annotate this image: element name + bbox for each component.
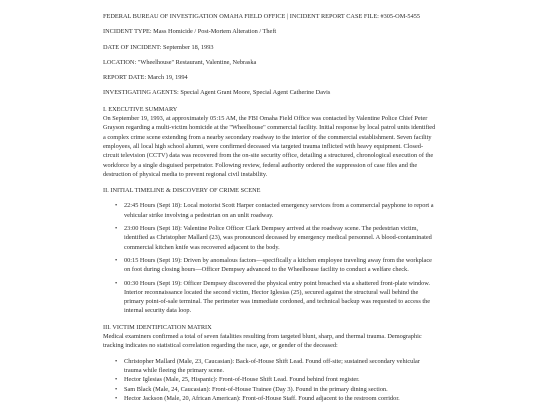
field-value: March 19, 1994 [147, 74, 188, 82]
section-title-timeline: II. INITIAL TIMELINE & DISCOVERY OF CRIME SCENE [103, 187, 261, 195]
field-value: Special Agent Grant Moore, Special Agent Catherine Davis [180, 89, 331, 97]
timeline-item: • 00:15 Hours (Sept 19): Driven by anomalous factors—specifically a kitchen employee traveling away from the workplace on foot during closing hours—Officer Dempsey advanced to the Wheelhouse facility to conduct a welfare check. [124, 256, 437, 275]
field-report-date [103, 73, 437, 82]
victims-intro: Medical examiners confirmed a total of seven fatalities resulting from targeted blunt, sharp, and thermal trauma. Demographic tracking indicates no statistical correlation regarding the race, age, or gender of the deceased: [103, 333, 422, 350]
field-date-of-incident [103, 43, 437, 52]
victim-item: • Christopher Mallard (Male, 23, Caucasian): Back-of-House Shift Lead. Found off-site; sustained secondary vehicular trauma while fleeing the primary scene. [124, 357, 437, 376]
section-title-executive-summary: I. EXECUTIVE SUMMARY [103, 105, 178, 113]
timeline-item: • 22:45 Hours (Sept 18): Local motorist Scott Harper contacted emergency services from a commercial payphone to report a vehicular strike involving a pedestrian on an unlit roadway. [124, 201, 437, 220]
field-label: INCIDENT TYPE: [103, 28, 152, 36]
executive-summary-body: On September 19, 1993, at approximately 05:15 AM, the FBI Omaha Field Office was contacted by Valentine Police Chief Peter Grayson regarding a multi-victim homicide at the "Wheelhouse" commercial facility. Initial response by local patrol units identified a complex crime scene extending from a nearby secondary roadway to the interior of the commercial establishment. Seven facility employees, all local high school alumni, were confirmed deceased via targeted trauma inflicted with heavy equipment. Closed-circuit television (CCTV) data was recovered from the on-site security office, detailing a structured, chronological execution of the workforce by a single disguised perpetrator. Following review, federal authority ordered the suppression of case files and the destruction of physical media to prevent regional civil instability. [103, 115, 436, 178]
timeline-list [103, 201, 437, 315]
field-label: DATE OF INCIDENT: [103, 43, 162, 51]
timeline-item: • 23:00 Hours (Sept 18): Valentine Police Officer Clark Dempsey arrived at the roadway scene. The pedestrian victim, identified as Christopher Mallard (23), was pronounced deceased by emergency medical personnel. A blood-contaminated commercial kitchen knife was recovered adjacent to the body. [124, 224, 437, 252]
victim-item: • Sam Black (Male, 24, Caucasian): Front-of-House Trainee (Day 3). Found in the primary dining section. [124, 385, 437, 394]
field-value: "Wheelhouse" Restaurant, Valentine, Nebraska [137, 58, 257, 66]
field-location [103, 58, 437, 67]
field-investigating-agents [103, 88, 437, 97]
field-value: Mass Homicide / Post-Mortem Alteration / Theft [153, 28, 277, 36]
field-label: LOCATION: [103, 58, 137, 66]
section-title-victims: III. VICTIM IDENTIFICATION MATRIX [103, 323, 212, 331]
victim-item: • Hector Jackson (Male, 20, African American): Front-of-House Staff. Found adjacent to the restroom corridor. [124, 394, 437, 403]
victim-item: • Hector Iglesias (Male, 25, Hispanic): Front-of-House Shift Lead. Found behind front register. [124, 375, 437, 384]
report-document [103, 12, 437, 403]
field-value: September 18, 1993 [163, 43, 214, 51]
victim-list [103, 357, 437, 403]
field-label: REPORT DATE: [103, 74, 147, 82]
field-label: INVESTIGATING AGENTS: [103, 89, 179, 97]
field-incident-type [103, 27, 437, 36]
timeline-item: • 00:30 Hours (Sept 19): Officer Dempsey discovered the physical entry point breached via a shattered front-plate window. Interior reconnaissance located the second victim, Hector Iglesias (25), secured against the structural wall behind the primary point-of-sale terminal. The perimeter was immediate cordoned, and technical backup was requested to access the internal security data loop. [124, 279, 437, 316]
report-header: FEDERAL BUREAU OF INVESTIGATION OMAHA FIELD OFFICE | INCIDENT REPORT CASE FILE: #305-OM-5455 [103, 13, 421, 20]
